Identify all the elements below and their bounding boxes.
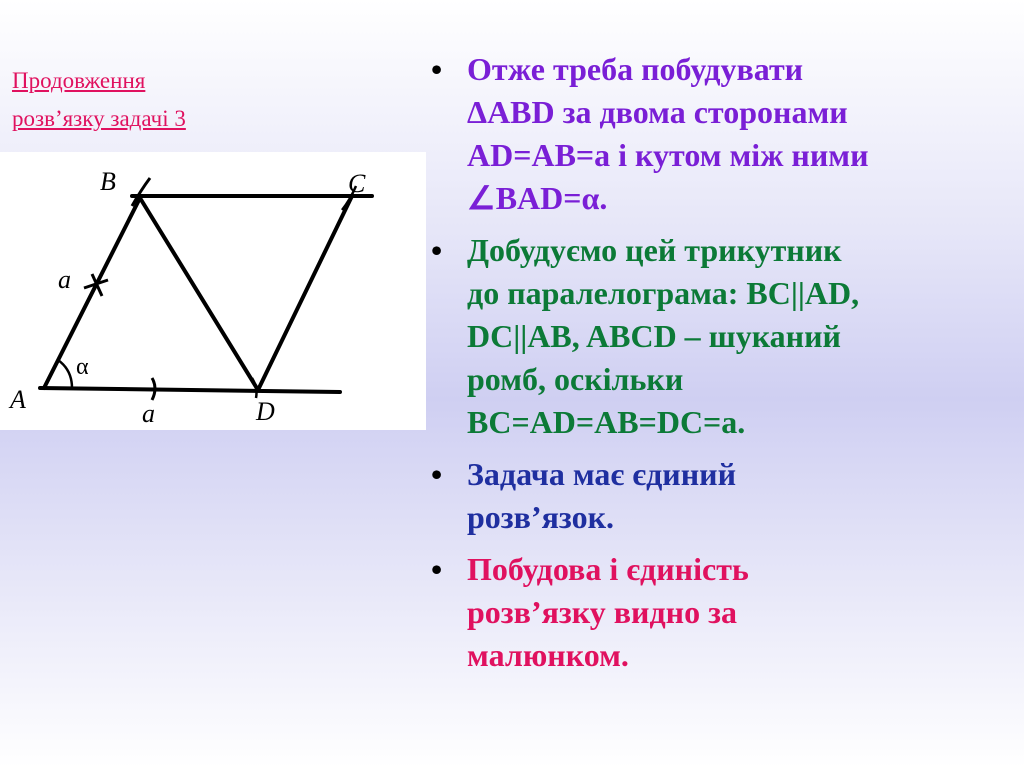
bullet-line: ромб, оскільки <box>467 361 684 397</box>
angle-arc <box>58 360 72 388</box>
bullet-line: Побудова і єдиність <box>467 551 749 587</box>
bullet-dot: • <box>431 232 443 268</box>
bullet-dot: • <box>431 551 443 587</box>
label-c: C <box>348 169 366 198</box>
rhombus-diagram <box>0 152 426 430</box>
bullet-line: Отже треба побудувати <box>467 51 804 87</box>
label-angle: α <box>76 354 89 380</box>
rhombus-figure <box>0 152 426 430</box>
bullet-line: до паралелограма: BC||AD, <box>467 275 860 311</box>
bullet-line: Добудуємо цей трикутник <box>467 232 842 268</box>
bullet-item <box>427 453 1012 539</box>
bullet-line: розв’язок. <box>467 499 615 535</box>
bullet-line: ΔABD за двома сторонами <box>467 94 848 130</box>
label-side-a-bottom: a <box>142 399 155 428</box>
label-side-a-left: a <box>58 265 71 294</box>
bullet-line: AD=AB=a і кутом між ними <box>467 137 869 173</box>
title-line-1: Продовження <box>12 68 146 93</box>
bullet-item <box>427 48 1012 220</box>
bullet-line: DC||AB, ABCD – шуканий <box>467 318 841 354</box>
bullet-dot: • <box>431 456 443 492</box>
bullet-line: розв’язку видно за <box>467 594 737 630</box>
diagonal-bd <box>140 198 258 390</box>
label-d: D <box>256 397 275 426</box>
slide-title <box>12 62 312 138</box>
arc-mark-d <box>252 378 257 398</box>
bullet-item <box>427 548 1012 677</box>
bullet-line: малюнком. <box>467 637 629 673</box>
side-dc <box>258 196 352 390</box>
cross-mark-ab <box>84 274 108 296</box>
title-line-2: розв’язку задачі 3 <box>12 106 186 131</box>
bullet-list <box>427 48 1012 686</box>
bullet-line: Задача має єдиний <box>467 456 737 492</box>
bullet-line: BC=AD=AB=DC=a. <box>467 404 746 440</box>
bullet-dot: • <box>431 51 443 87</box>
bullet-line: ∠BAD=α. <box>467 180 608 216</box>
bullet-item <box>427 229 1012 444</box>
label-a-vertex: A <box>10 385 26 414</box>
label-b: B <box>100 167 116 196</box>
line-ad <box>40 388 340 392</box>
